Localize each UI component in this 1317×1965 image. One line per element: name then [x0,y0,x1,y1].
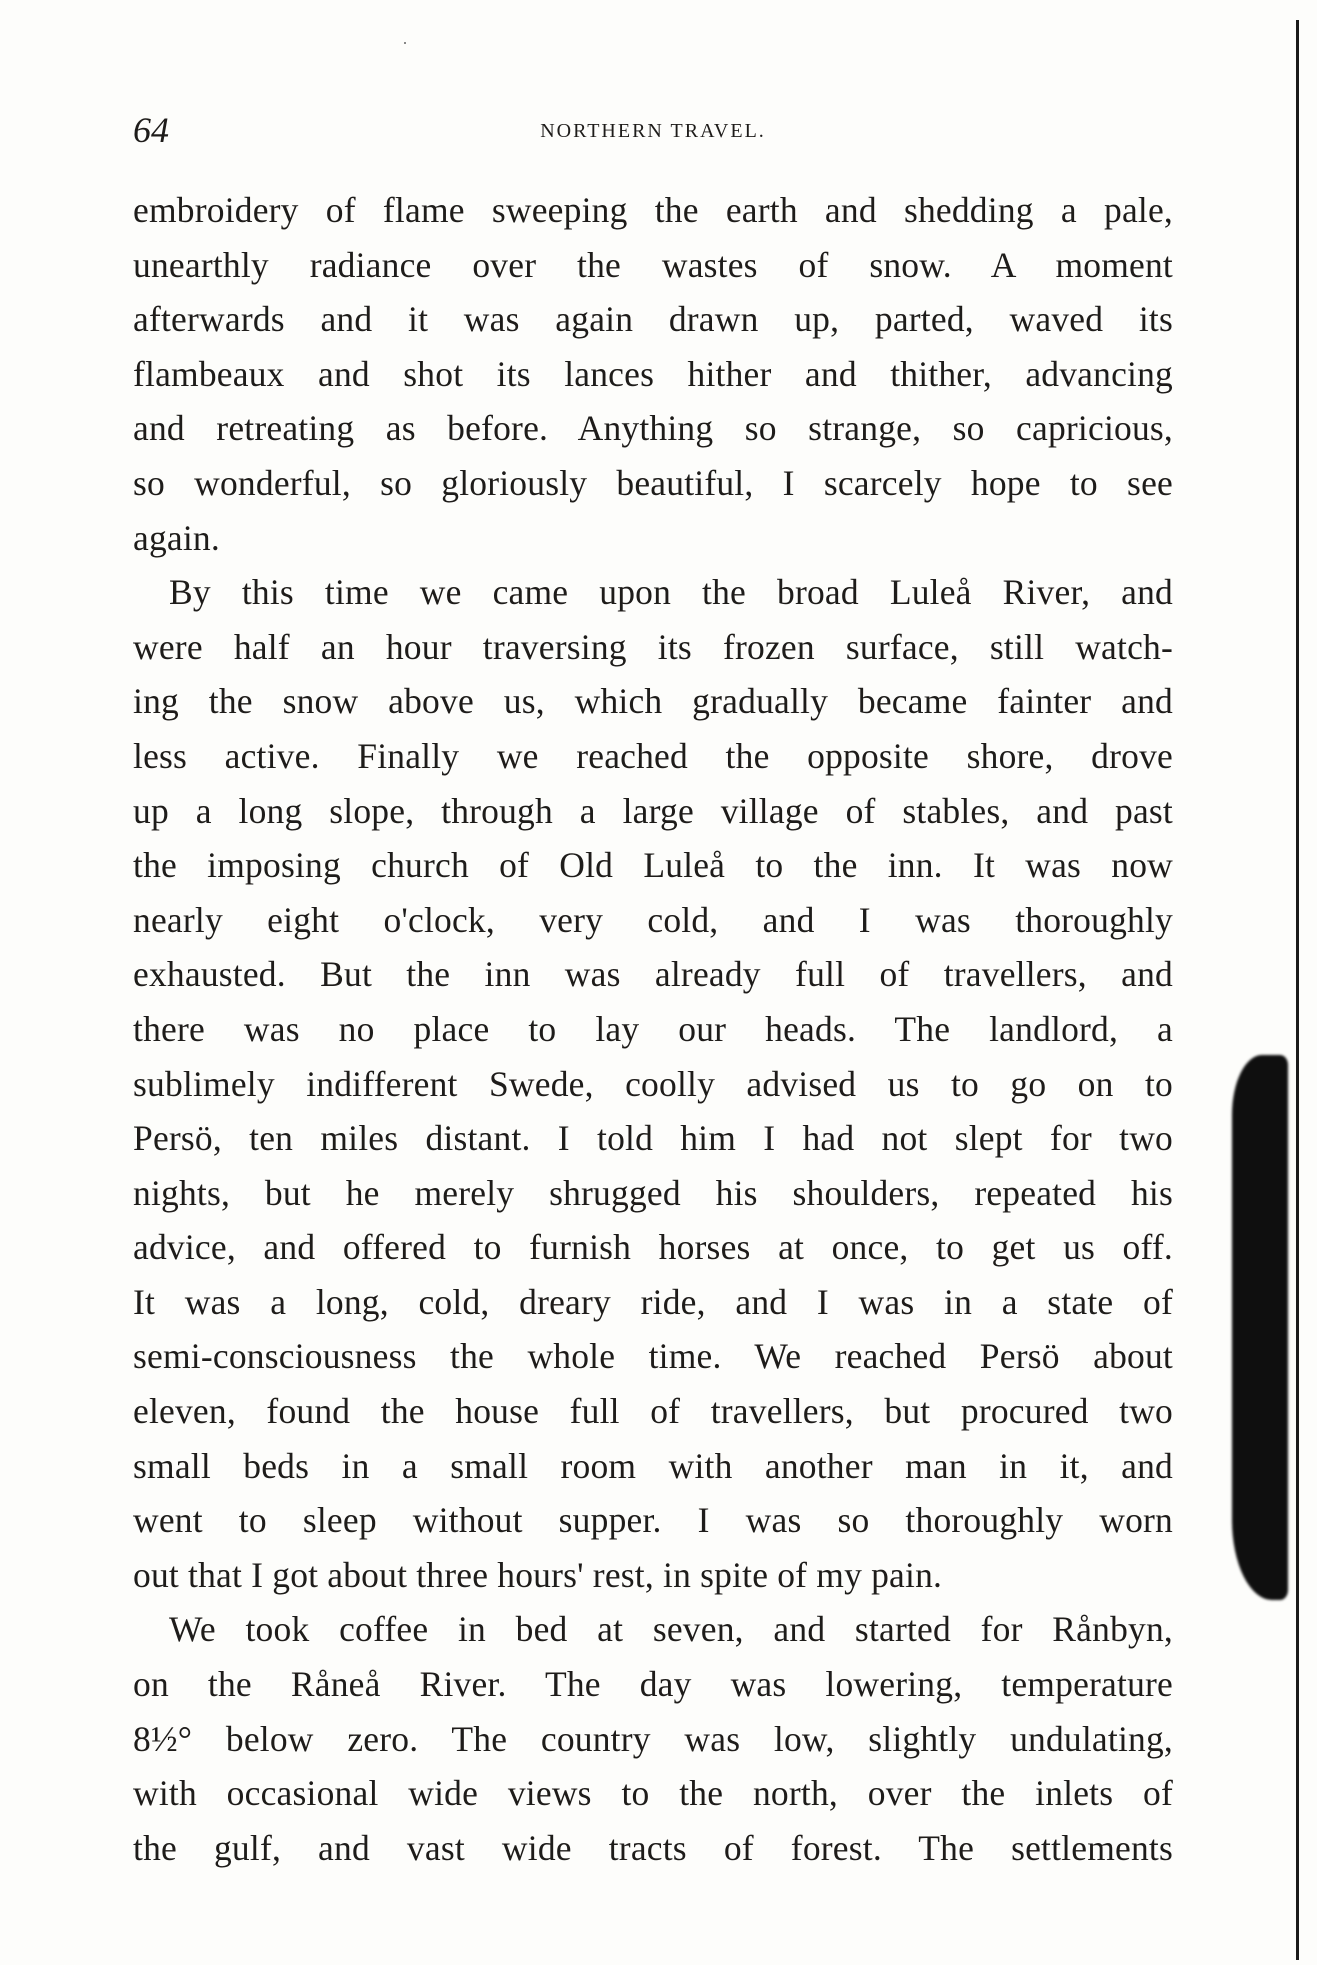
text-line: unearthly radiance over the wastes of snow. A moment [133,244,1173,285]
text-line: up a long slope, through a large village of stables, and past [133,790,1173,831]
page-number: 64 [133,110,169,150]
text-line: exhausted. But the inn was already full of travellers, and [133,954,1173,995]
text-line: small beds in a small room with another man in it, and [133,1445,1173,1486]
text-line: We took coffee in bed at seven, and started for Rånbyn, [169,1609,1173,1650]
text-line: again. [133,517,220,558]
running-head: NORTHERN TRAVEL. [540,120,766,142]
text-line: with occasional wide views to the north, over the inlets of [133,1773,1173,1814]
text-line: were half an hour traversing its frozen surface, still watch- [133,626,1173,667]
text-line: semi-consciousness the whole time. We reached Persö about [133,1336,1173,1377]
text-line: embroidery of flame sweeping the earth and shedding a pale, [133,190,1173,230]
text-line: on the Råneå River. The day was lowering, temperature [133,1664,1173,1705]
text-line: there was no place to lay our heads. The landlord, a [133,1008,1173,1049]
text-line: nearly eight o'clock, very cold, and I was thoroughly [133,899,1173,940]
page-edge-line [1296,20,1299,1960]
scan-speck [404,42,406,44]
text-line: eleven, found the house full of travellers, but procured two [133,1391,1173,1432]
text-line: the gulf, and vast wide tracts of forest. The settlements [133,1827,1173,1868]
text-line: afterwards and it was again drawn up, parted, waved its [133,299,1173,340]
text-line: sublimely indifferent Swede, coolly advised us to go on to [133,1063,1173,1104]
body-text [133,183,1173,1875]
text-line: Persö, ten miles distant. I told him I had not slept for two [133,1118,1173,1159]
text-line: went to sleep without supper. I was so thoroughly worn [133,1500,1173,1541]
text-line: less active. Finally we reached the opposite shore, drove [133,735,1173,776]
text-line: the imposing church of Old Luleå to the inn. It was now [133,845,1173,886]
text-line: out that I got about three hours' rest, in spite of my pain. [133,1554,943,1595]
text-line: It was a long, cold, dreary ride, and I was in a state of [133,1281,1173,1322]
text-line: flambeaux and shot its lances hither and thither, advancing [133,353,1173,394]
text-line: and retreating as before. Anything so strange, so capricious, [133,408,1173,449]
scan-shadow-mark [1232,1055,1288,1600]
text-line: advice, and offered to furnish horses at once, to get us off. [133,1227,1173,1268]
text-line: 8½° below zero. The country was low, slightly undulating, [133,1718,1173,1759]
text-line: By this time we came upon the broad Luleå River, and [169,572,1173,613]
text-line: nights, but he merely shrugged his shoulders, repeated his [133,1172,1173,1213]
text-line: so wonderful, so gloriously beautiful, I scarcely hope to see [133,462,1173,503]
page-header [133,110,1173,150]
text-line: ing the snow above us, which gradually became fainter and [133,681,1173,722]
